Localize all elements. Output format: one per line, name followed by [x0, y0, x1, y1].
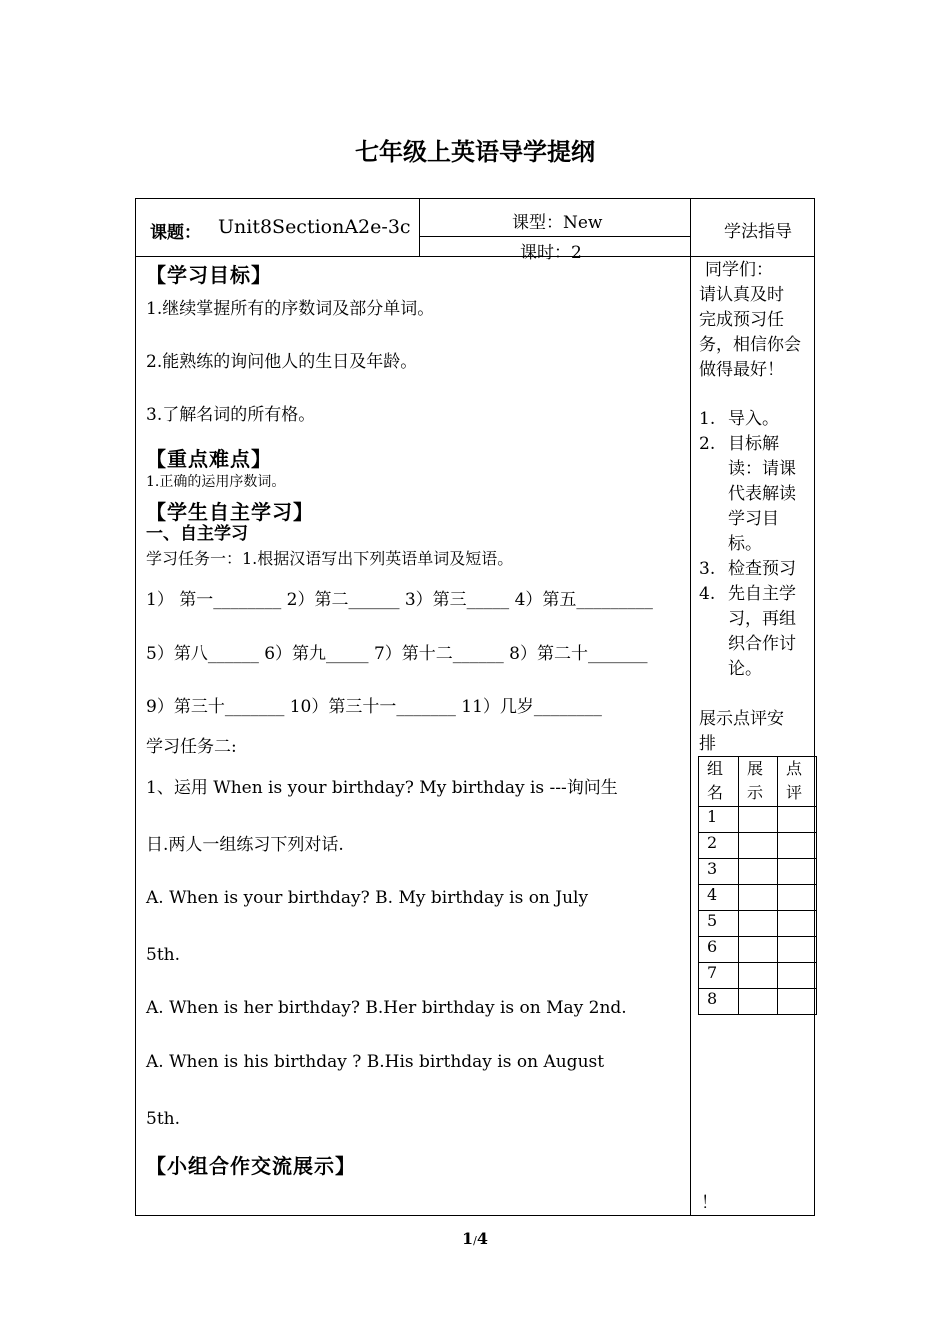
- group-cell: 4: [699, 885, 739, 911]
- review-cell[interactable]: [778, 937, 817, 963]
- table-row: [699, 807, 817, 833]
- review-cell[interactable]: [778, 911, 817, 937]
- step-item: [699, 582, 811, 682]
- review-cell[interactable]: [778, 885, 817, 911]
- table-row: [699, 833, 817, 859]
- table-header-row: [699, 757, 817, 807]
- review-cell[interactable]: [778, 833, 817, 859]
- vocab-line: 9）第三十_______ 10）第三十一_______ 11）几岁________: [146, 697, 602, 717]
- sidebar-end-mark: ！: [701, 1193, 718, 1213]
- key-item: 1.正确的运用序数词。: [146, 474, 286, 490]
- table-row: [699, 885, 817, 911]
- dialog-line: 5th.: [146, 945, 180, 965]
- step-number: 3.: [699, 559, 716, 579]
- show-cell[interactable]: [739, 937, 778, 963]
- greeting-line: 完成预习任: [699, 310, 784, 330]
- task-one-label: 学习任务一：1.根据汉语写出下列英语单词及短语。: [146, 549, 514, 568]
- show-cell[interactable]: [739, 911, 778, 937]
- goal-item: 1.继续掌握所有的序数词及部分单词。: [146, 299, 435, 319]
- group-cell: 3: [699, 859, 739, 885]
- table-row: [699, 937, 817, 963]
- step-text: 先自主学 习，再组 织合作讨 论。: [728, 584, 796, 679]
- table-row: [699, 963, 817, 989]
- greeting-line: 做得最好！: [699, 360, 784, 380]
- group-cell: 7: [699, 963, 739, 989]
- self-study-subheading: 一、自主学习: [146, 524, 248, 544]
- step-number: 2.: [699, 434, 716, 454]
- show-cell[interactable]: [739, 963, 778, 989]
- table-row: [699, 859, 817, 885]
- show-cell[interactable]: [739, 885, 778, 911]
- show-cell[interactable]: [739, 989, 778, 1015]
- group-cell: 2: [699, 833, 739, 859]
- step-text: 检查预习: [728, 559, 796, 579]
- dialog-line: A. When is her birthday? B.Her birthday is on May 2nd.: [146, 998, 627, 1018]
- greeting-line: 请认真及时: [699, 285, 784, 305]
- review-cell[interactable]: [778, 859, 817, 885]
- goal-item: 3.了解名词的所有格。: [146, 405, 316, 425]
- dialog-line: 1、运用 When is your birthday? My birthday is ---询问生: [146, 778, 618, 798]
- show-cell[interactable]: [739, 807, 778, 833]
- period-label: 课时：2: [520, 243, 582, 263]
- dialog-line: A. When is your birthday? B. My birthday is on July: [146, 888, 589, 908]
- page-separator: /: [473, 1234, 477, 1247]
- group-cell: 6: [699, 937, 739, 963]
- goal-item: 2.能熟练的询问他人的生日及年龄。: [146, 352, 418, 372]
- dialog-line: 5th.: [146, 1109, 180, 1129]
- group-cell: 1: [699, 807, 739, 833]
- vocab-line: 1） 第一________ 2）第二______ 3）第三_____ 4）第五_________: [146, 590, 653, 610]
- show-cell[interactable]: [739, 833, 778, 859]
- topic-value: Unit8SectionA2e-3c: [218, 216, 411, 238]
- group-cell: 8: [699, 989, 739, 1015]
- type-period-divider: [419, 236, 690, 237]
- type-label: 课型：New: [512, 213, 603, 233]
- column-divider: [690, 199, 691, 1216]
- step-number: 1.: [699, 409, 716, 429]
- page-total: 4: [476, 1229, 488, 1248]
- topic-label: 课题：: [150, 223, 201, 243]
- table-row: [699, 989, 817, 1015]
- vocab-line: 5）第八______ 6）第九_____ 7）第十二______ 8）第二十_______: [146, 644, 648, 664]
- group-display-heading: 【小组合作交流展示】: [146, 1154, 356, 1178]
- step-text: 目标解 读：请课 代表解读 学习目 标。: [728, 434, 796, 554]
- step-item: [699, 432, 811, 557]
- group-evaluation-table: [698, 756, 817, 1015]
- greeting-line: 务，相信你会: [699, 335, 801, 355]
- greeting-line: 同学们：: [705, 260, 773, 280]
- dialog-line: 日.两人一组练习下列对话.: [146, 835, 344, 855]
- review-cell[interactable]: [778, 989, 817, 1015]
- page-number: [0, 1229, 950, 1248]
- col-header-group: 组名: [699, 757, 739, 807]
- guide-label: 学法指导: [724, 222, 792, 242]
- group-cell: 5: [699, 911, 739, 937]
- review-cell[interactable]: [778, 963, 817, 989]
- goals-heading: 【学习目标】: [146, 263, 272, 287]
- arrange-line: 排: [699, 734, 716, 754]
- step-item: [699, 407, 811, 432]
- step-text: 导入。: [728, 409, 779, 429]
- page-title: 七年级上英语导学提纲: [355, 137, 595, 166]
- key-heading: 【重点难点】: [146, 447, 272, 471]
- arrange-line: 展示点评安: [699, 709, 784, 729]
- table-row: [699, 911, 817, 937]
- self-study-heading: 【学生自主学习】: [146, 500, 314, 524]
- step-number: 4.: [699, 584, 716, 604]
- header-divider-left: [136, 256, 690, 257]
- sidebar-greeting: [699, 258, 811, 383]
- sidebar-arrange: [699, 707, 811, 757]
- header-divider-right: [690, 256, 815, 257]
- header-mid-divider: [419, 199, 420, 256]
- task-two-label: 学习任务二:: [146, 737, 237, 757]
- col-header-show: 展示: [739, 757, 778, 807]
- review-cell[interactable]: [778, 807, 817, 833]
- page-current: 1: [462, 1229, 474, 1248]
- show-cell[interactable]: [739, 859, 778, 885]
- sidebar-steps: [699, 407, 811, 682]
- step-item: [699, 557, 811, 582]
- col-header-review: 点评: [778, 757, 817, 807]
- dialog-line: A. When is his birthday ? B.His birthday is on August: [146, 1052, 605, 1072]
